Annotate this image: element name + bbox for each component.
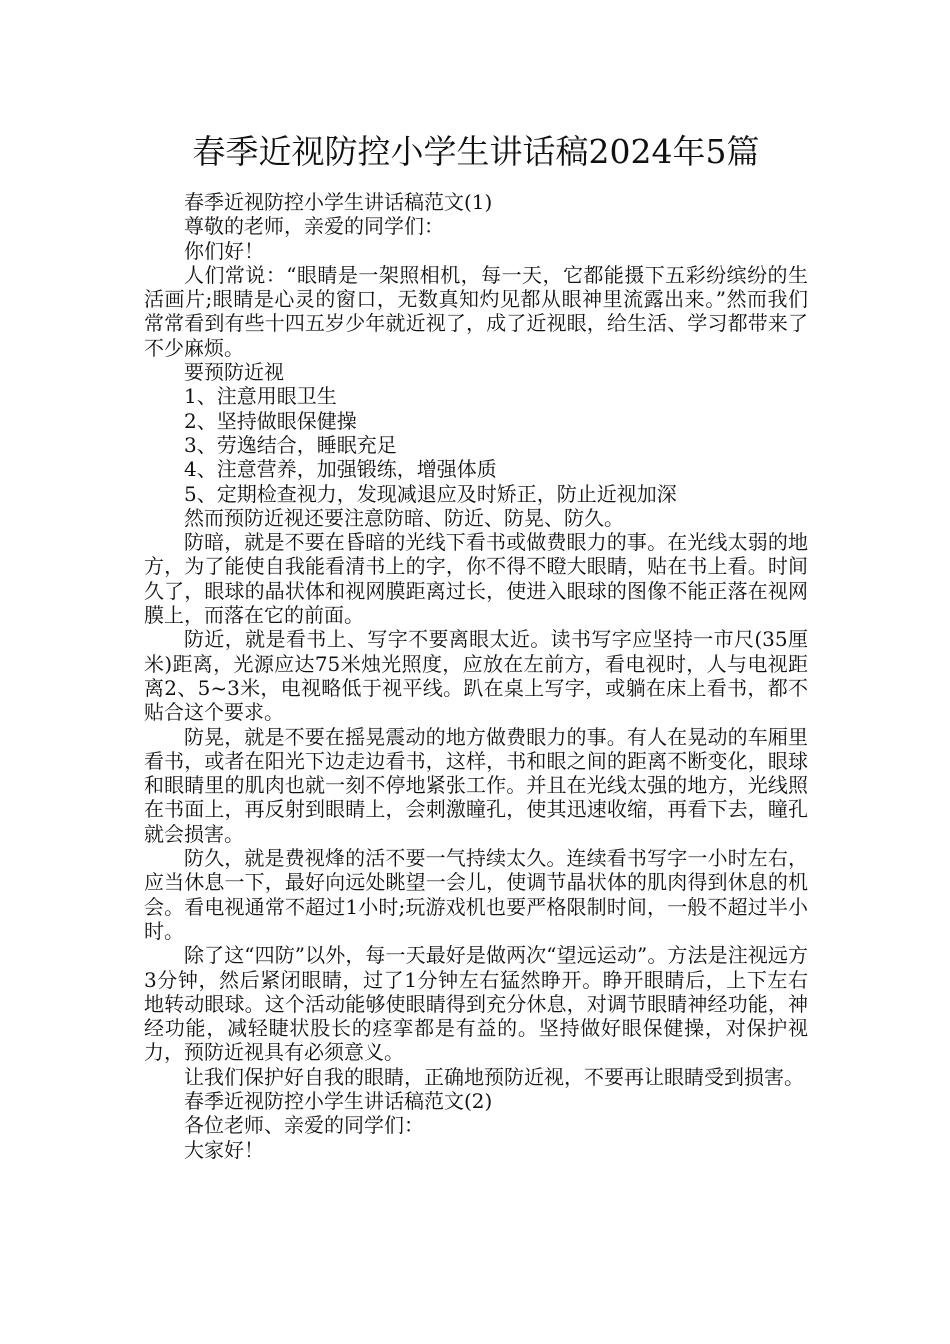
greeting: 大家好！ (184, 1137, 264, 1162)
salutation: 尊敬的老师，亲爱的同学们： (184, 214, 444, 239)
body-paragraph: 防暗，就是不要在昏暗的光线下看书或做费眼力的事。在光线太弱的地方，为了能使自我能看清书上的字，你不得不瞪大眼睛，贴在书上看。时间久了，眼球的晶状体和视网膜距离过长，使进入眼球的图像不能正落在视网膜上，而落在它的前面。 (144, 530, 808, 628)
document-body (144, 190, 808, 1162)
body-paragraph: 防晃，就是不要在摇晃震动的地方做费眼力的事。有人在晃动的车厢里看书，或者在阳光下边走边看书，这样，书和眼之间的距离不断变化，眼球和眼睛里的肌肉也就一刻不停地紧张工作。并且在光线太强的地方，光线照在书面上，再反射到眼睛上，会刺激瞳孔，使其迅速收缩，再看下去，瞳孔就会损害。 (144, 724, 808, 846)
body-paragraph: 然而预防近视还要注意防暗、防近、防晃、防久。 (184, 505, 624, 530)
list-item: 5、定期检查视力，发现减退应及时矫正，防止近视加深 (184, 481, 677, 506)
section-heading: 要预防近视 (184, 360, 284, 385)
subtitle-essay-2: 春季近视防控小学生讲话稿范文(2) (184, 1088, 493, 1113)
body-paragraph: 防近，就是看书上、写字不要离眼太近。读书写字应坚持一市尺(35厘米)距离，光源应达75米烛光照度，应放在左前方，看电视时，人与电视距离2、5~3米，电视略低于视平线。趴在桌上写字，或躺在床上看书，都不贴合这个要求。 (144, 627, 808, 725)
greeting: 你们好！ (184, 238, 264, 263)
body-paragraph: 防久，就是费视烽的活不要一气持续太久。连续看书写字一小时左右，应当休息一下，最好向远处眺望一会儿，使调节晶状体的肌肉得到休息的机会。看电视通常不超过1小时;玩游戏机也要严格限制时间，一般不超过半小时。 (144, 846, 808, 943)
body-paragraph: 让我们保护好自我的眼睛，正确地预防近视，不要再让眼睛受到损害。 (184, 1064, 804, 1089)
document-title: 春季近视防控小学生讲话稿2024年5篇 (192, 132, 760, 171)
list-item: 2、坚持做眼保健操 (184, 408, 357, 433)
document-page (144, 0, 808, 1162)
list-item: 1、注意用眼卫生 (184, 384, 337, 409)
list-item: 4、注意营养，加强锻练，增强体质 (184, 457, 497, 482)
subtitle-essay-1: 春季近视防控小学生讲话稿范文(1) (184, 190, 493, 214)
body-paragraph: 人们常说：“眼睛是一架照相机，每一天，它都能摄下五彩纷缤纷的生活画片;眼睛是心灵的窗口，无数真知灼见都从眼神里流露出来。”然而我们常常看到有些十四五岁少年就近视了，成了近视眼，给生活、学习都带来了不少麻烦。 (144, 262, 808, 360)
salutation: 各位老师、亲爱的同学们： (184, 1113, 424, 1138)
list-item: 3、劳逸结合，睡眠充足 (184, 432, 397, 457)
body-paragraph: 除了这“四防”以外，每一天最好是做两次“望远运动”。方法是注视远方3分钟，然后紧闭眼睛，过了1分钟左右猛然睁开。睁开眼睛后，上下左右地转动眼球。这个活动能够使眼睛得到充分休息，对调节眼睛神经功能，神经功能，减轻睫状股长的痉挛都是有益的。坚持做好眼保健操，对保护视力，预防近视具有必须意义。 (144, 943, 808, 1065)
